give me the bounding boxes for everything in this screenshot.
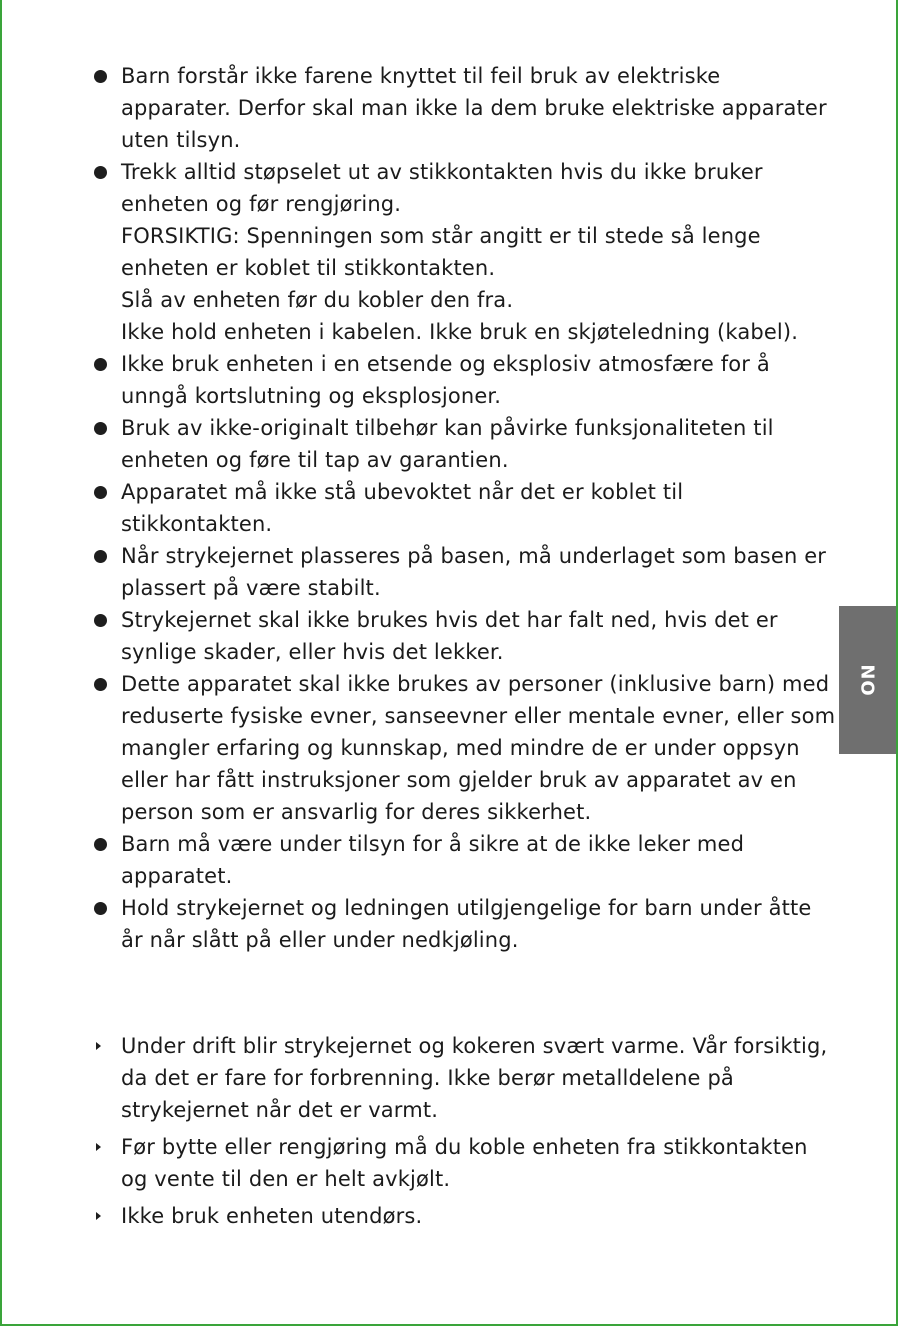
bullet-dot-icon: [94, 166, 107, 179]
caution-item: [0, 1131, 898, 1195]
safety-item-line: plassert på være stabilt.: [121, 576, 381, 600]
safety-item-line: reduserte fysiske evner, sanseevner eller mentale evner, eller som: [121, 704, 836, 728]
bullet-dot-icon: [94, 678, 107, 691]
caution-item: [0, 1030, 898, 1126]
safety-item-line: Slå av enheten før du kobler den fra.: [121, 288, 514, 312]
safety-item-line: Strykejernet skal ikke brukes hvis det har falt ned, hvis det er: [121, 608, 778, 632]
triangle-bullet-icon: [96, 1143, 101, 1151]
bullet-dot-icon: [94, 422, 107, 435]
triangle-bullet-icon: [96, 1042, 101, 1050]
caution-item-line: Før bytte eller rengjøring må du koble enheten fra stikkontakten: [121, 1135, 808, 1159]
safety-item: [0, 412, 898, 476]
safety-item-line: Ikke bruk enheten i en etsende og eksplosiv atmosfære for å: [121, 352, 770, 376]
safety-item: [0, 60, 898, 156]
safety-item-line: Apparatet må ikke stå ubevoktet når det er koblet til: [121, 480, 684, 504]
safety-item: [0, 156, 898, 348]
safety-item: [0, 348, 898, 412]
safety-item-line: FORSIKTIG: Spenningen som står angitt er til stede så lenge: [121, 224, 761, 248]
language-tab-label: NO: [857, 663, 878, 697]
safety-item-line: synlige skader, eller hvis det lekker.: [121, 640, 504, 664]
bullet-dot-icon: [94, 614, 107, 627]
document-body: [0, 60, 898, 1232]
bullet-dot-icon: [94, 838, 107, 851]
safety-item: [0, 828, 898, 892]
safety-item-line: Når strykejernet plasseres på basen, må underlaget som basen er: [121, 544, 827, 568]
safety-item: [0, 892, 898, 956]
safety-item-line: enheten er koblet til stikkontakten.: [121, 256, 496, 280]
safety-item-line: Barn må være under tilsyn for å sikre at de ikke leker med: [121, 832, 745, 856]
bullet-dot-icon: [94, 902, 107, 915]
safety-item-line: enheten og føre til tap av garantien.: [121, 448, 509, 472]
bullet-dot-icon: [94, 550, 107, 563]
safety-item-line: Ikke hold enheten i kabelen. Ikke bruk en skjøteledning (kabel).: [121, 320, 799, 344]
bullet-dot-icon: [94, 358, 107, 371]
safety-item-line: uten tilsyn.: [121, 128, 241, 152]
safety-instructions-list: [0, 60, 898, 956]
safety-item-line: eller har fått instruksjoner som gjelder bruk av apparatet av en: [121, 768, 797, 792]
caution-item-line: Under drift blir strykejernet og kokeren svært varme. Vår forsiktig,: [121, 1034, 828, 1058]
language-tab: [839, 606, 896, 754]
bullet-dot-icon: [94, 486, 107, 499]
safety-item-line: enheten og før rengjøring.: [121, 192, 402, 216]
safety-item-line: år når slått på eller under nedkjøling.: [121, 928, 519, 952]
safety-item-line: mangler erfaring og kunnskap, med mindre de er under oppsyn: [121, 736, 800, 760]
caution-item-line: og vente til den er helt avkjølt.: [121, 1167, 451, 1191]
caution-item-line: strykejernet når det er varmt.: [121, 1098, 439, 1122]
safety-item-line: Hold strykejernet og ledningen utilgjengelige for barn under åtte: [121, 896, 812, 920]
safety-item-line: unngå kortslutning og eksplosjoner.: [121, 384, 502, 408]
safety-item-line: Bruk av ikke-originalt tilbehør kan påvirke funksjonaliteten til: [121, 416, 774, 440]
safety-item-line: Dette apparatet skal ikke brukes av personer (inklusive barn) med: [121, 672, 830, 696]
caution-item-line: Ikke bruk enheten utendørs.: [121, 1204, 423, 1228]
caution-instructions-list: [0, 1030, 898, 1232]
safety-item-line: apparatet.: [121, 864, 233, 888]
safety-item: [0, 540, 898, 604]
safety-item-line: stikkontakten.: [121, 512, 273, 536]
safety-item-line: apparater. Derfor skal man ikke la dem bruke elektriske apparater: [121, 96, 827, 120]
caution-item: [0, 1200, 898, 1232]
caution-item-line: da det er fare for forbrenning. Ikke berør metalldelene på: [121, 1066, 734, 1090]
safety-item-line: Trekk alltid støpselet ut av stikkontakten hvis du ikke bruker: [121, 160, 763, 184]
safety-item-line: Barn forstår ikke farene knyttet til feil bruk av elektriske: [121, 64, 721, 88]
safety-item: [0, 668, 898, 828]
safety-item: [0, 476, 898, 540]
safety-item-line: person som er ansvarlig for deres sikkerhet.: [121, 800, 592, 824]
triangle-bullet-icon: [96, 1212, 101, 1220]
safety-item: [0, 604, 898, 668]
bullet-dot-icon: [94, 70, 107, 83]
